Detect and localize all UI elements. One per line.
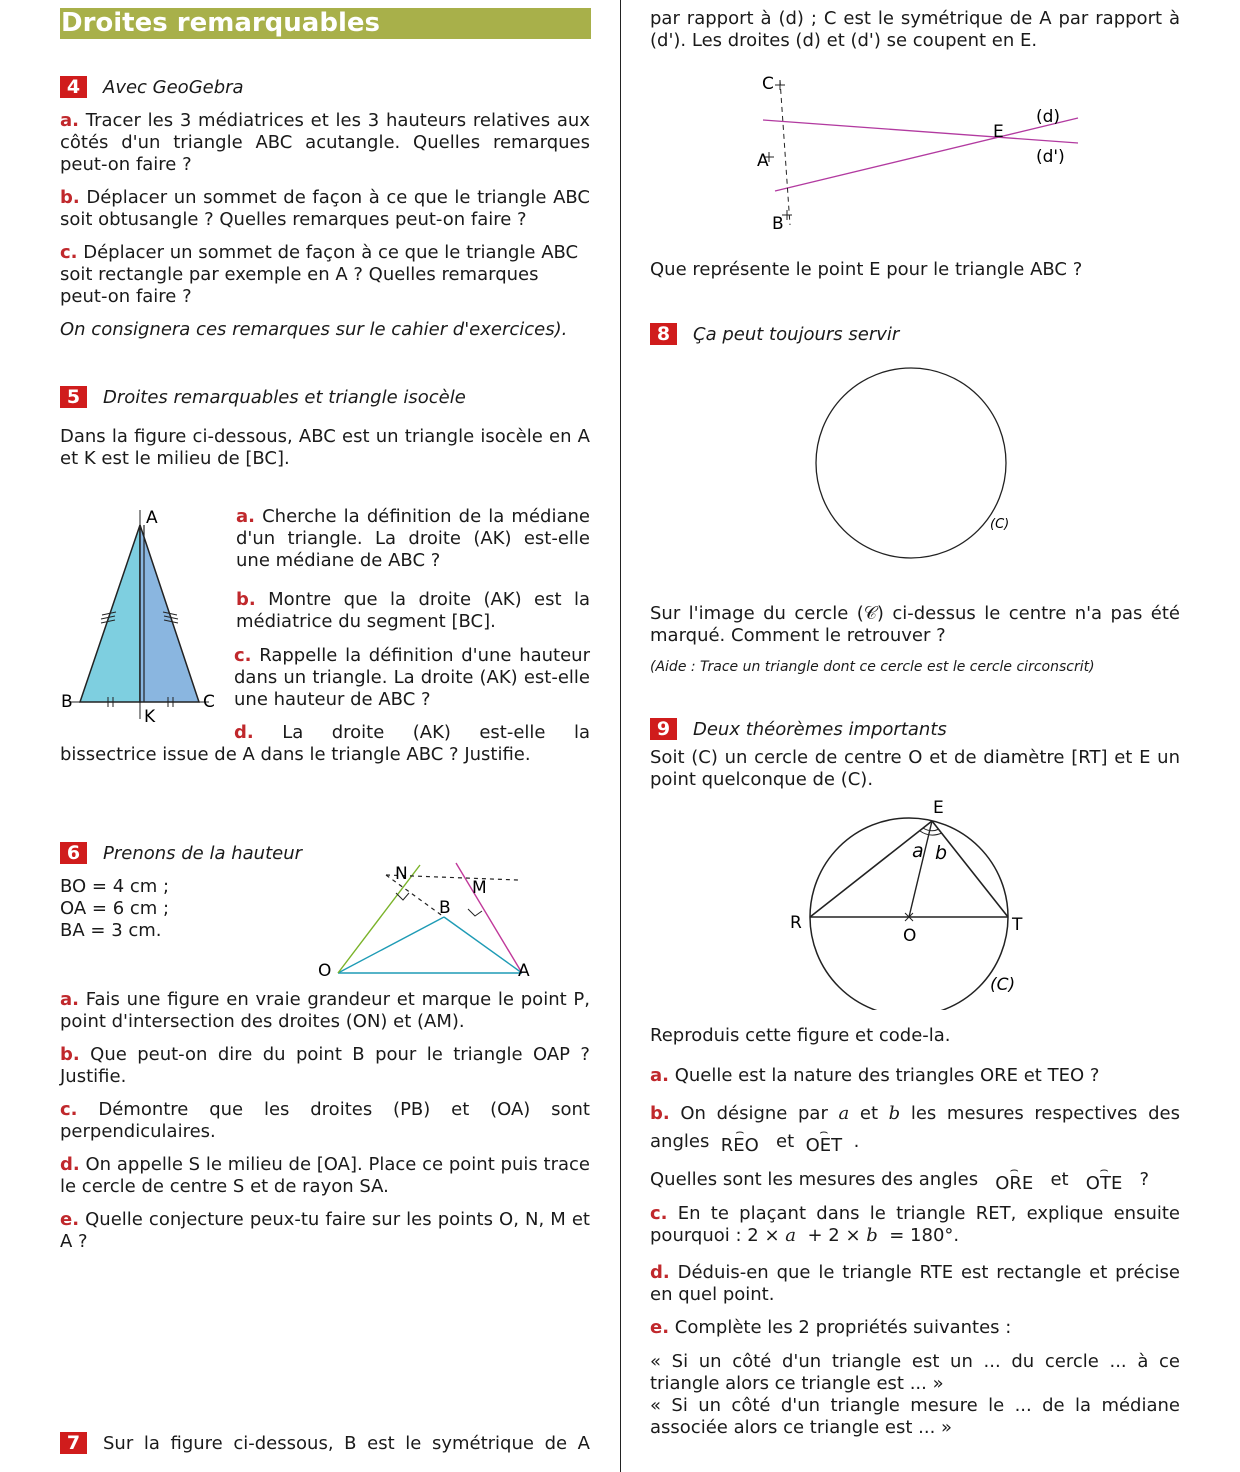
- variable-b: b: [866, 1225, 878, 1246]
- question-text: La droite (AK) est-elle la: [282, 722, 590, 743]
- question-a: [60, 989, 590, 1033]
- variable-b: b: [888, 1103, 901, 1124]
- given-oa: OA = 6 cm ;: [60, 898, 170, 919]
- angle-label-a: a: [912, 840, 924, 862]
- question-a: [650, 1065, 1180, 1087]
- question-e: [650, 1317, 1180, 1339]
- question-label: c.: [234, 645, 252, 666]
- point-label-B: B: [61, 692, 73, 712]
- question-text: Déplacer un sommet de façon à ce que le triangle ABC soit obtusangle ? Quelles remarques peut-on faire ?: [60, 187, 590, 230]
- question-text: et: [1050, 1169, 1069, 1190]
- question-c-line1: [650, 1203, 1180, 1225]
- exercise-6-questions: [60, 989, 590, 1253]
- exercise-number: 7: [60, 1432, 87, 1454]
- point-label-A: A: [518, 961, 530, 981]
- question-text: .: [853, 1131, 860, 1152]
- question-d-line1: [234, 722, 590, 744]
- point-label-K: K: [144, 707, 156, 727]
- exercise-7-text-start: Sur la figure ci-dessous, B est le symétrique de A: [103, 1432, 590, 1454]
- exercise-title: Ça peut toujours servir: [693, 323, 900, 345]
- question-d: [60, 1154, 590, 1198]
- question-b-line2: [650, 1131, 1180, 1156]
- question-e: [60, 1209, 590, 1253]
- inscribed-triangle-figure: [780, 795, 1030, 1010]
- exercise-title: Droites remarquables et triangle isocèle: [103, 386, 466, 408]
- property-1: « Si un côté d'un triangle est un ... du cercle ... à ce triangle alors ce triangle est ... »: [650, 1351, 1180, 1394]
- point-label-R: R: [790, 913, 802, 933]
- question-text: + 2 ×: [807, 1225, 861, 1246]
- exercise-8-header: [650, 323, 899, 345]
- property-2: « Si un côté d'un triangle mesure le ... de la médiane associée alors ce triangle est ... »: [650, 1395, 1180, 1438]
- circle-label: (C): [990, 975, 1016, 995]
- question-text: Déplacer un sommet de façon à ce que le triangle ABC soit rectangle par exemple en A ? Quelles remarques peut-on faire ?: [60, 242, 579, 307]
- angle-reo: ⌢ REO: [721, 1135, 759, 1157]
- circle-label: (C): [990, 517, 1010, 532]
- question-text: Que peut-on dire du point B pour le triangle OAP ? Justifie.: [60, 1044, 590, 1087]
- angle-ore: ⌢ ORE: [995, 1173, 1033, 1195]
- point-label-E: E: [993, 122, 1004, 142]
- question-label: a.: [60, 110, 79, 131]
- column-divider: [620, 0, 621, 1472]
- page-title: Droites remarquables: [61, 8, 380, 38]
- exercise-5-header: [60, 386, 466, 408]
- question-label: b.: [236, 589, 256, 610]
- symmetry-figure: [745, 65, 1090, 235]
- question-text: Déduis-en que le triangle RTE est rectangle et précise en quel point.: [650, 1262, 1180, 1305]
- question-label: a.: [650, 1065, 669, 1086]
- point-label-T: T: [1012, 915, 1023, 935]
- question-text: Démontre que les droites (PB) et (OA) sont perpendiculaires.: [60, 1099, 590, 1142]
- exercise-9-questions: [650, 1025, 1180, 1439]
- point-label-A: A: [757, 151, 769, 171]
- exercise-6-header: [60, 842, 302, 864]
- question-text: et: [859, 1103, 879, 1124]
- question-c: [60, 242, 590, 308]
- question-label: a.: [60, 989, 79, 1010]
- question-text: Fais une figure en vraie grandeur et marque le point P, point d'intersection des droites (ON) et (AM).: [60, 989, 590, 1032]
- exercise-9-header: [650, 718, 947, 740]
- isosceles-triangle-figure: [58, 505, 223, 730]
- question-label: b.: [60, 187, 80, 208]
- question-label: d.: [234, 722, 254, 743]
- circle-figure: [810, 362, 1025, 567]
- line-label-d-prime: (d'): [1036, 147, 1065, 167]
- reproduce-instruction: Reproduis cette figure et code-la.: [650, 1025, 951, 1046]
- question-label: c.: [650, 1203, 668, 1224]
- exercise-title: Prenons de la hauteur: [103, 842, 303, 864]
- given-bo: BO = 4 cm ;: [60, 876, 170, 897]
- question-text: Complète les 2 propriétés suivantes :: [674, 1317, 1012, 1338]
- question-text: ?: [1139, 1169, 1150, 1190]
- question-b-line1: [650, 1103, 1180, 1125]
- question-text: angles: [650, 1131, 710, 1152]
- question-b: [60, 187, 590, 231]
- question-text: Quelles sont les mesures des angles: [650, 1169, 979, 1190]
- variable-a: a: [838, 1103, 850, 1124]
- question-text: et: [776, 1131, 795, 1152]
- question-label: e.: [60, 1209, 80, 1230]
- exercise-5-questions: [236, 506, 590, 633]
- point-label-C: C: [203, 692, 215, 712]
- question-text: Tracer les 3 médiatrices et les 3 hauteurs relatives aux côtés d'un triangle ABC acutangle. Quelles remarques peut-on faire ?: [60, 110, 590, 175]
- point-label-B: B: [772, 214, 784, 234]
- question-text: Cherche la définition de la médiane d'un triangle. La droite (AK) est-elle une médiane de ABC ?: [236, 506, 590, 571]
- question-c: [60, 1099, 590, 1143]
- exercise-7-question: Que représente le point E pour le triangle ABC ?: [650, 259, 1083, 280]
- exercise-5-intro: Dans la figure ci-dessous, ABC est un triangle isocèle en A et K est le milieu de [BC].: [60, 426, 590, 469]
- point-label-M: M: [472, 878, 487, 898]
- question-d-line2: bissectrice issue de A dans le triangle ABC ? Justifie.: [60, 744, 531, 765]
- question-text: Quelle conjecture peux-tu faire sur les points O, N, M et A ?: [60, 1209, 590, 1252]
- point-label-A: A: [146, 508, 158, 528]
- question-text: pourquoi : 2 ×: [650, 1225, 780, 1246]
- question-text: Rappelle la définition d'une hauteur dans un triangle. La droite (AK) est-elle une hauteur de ABC ?: [234, 645, 590, 710]
- exercise-6-givens: [60, 876, 260, 942]
- exercise-9-intro: Soit (C) un cercle de centre O et de diamètre [RT] et E un point quelconque de (C).: [650, 747, 1180, 790]
- exercise-7-header: [60, 1432, 590, 1454]
- point-label-B: B: [439, 898, 451, 918]
- exercise-number: 6: [60, 842, 87, 864]
- question-label: e.: [650, 1317, 670, 1338]
- variable-a: a: [785, 1225, 797, 1246]
- question-label: c.: [60, 1099, 78, 1120]
- point-label-C: C: [762, 74, 774, 94]
- question-text: les mesures respectives des: [910, 1103, 1180, 1124]
- triangle-heights-figure: [310, 855, 535, 985]
- exercise-number: 9: [650, 718, 677, 740]
- question-b: [60, 1044, 590, 1088]
- question-text: On désigne par: [680, 1103, 828, 1124]
- question-text: En te plaçant dans le triangle RET, explique ensuite: [677, 1203, 1180, 1224]
- question-c: [234, 645, 590, 711]
- given-ba: BA = 3 cm.: [60, 920, 162, 941]
- point-label-N: N: [395, 864, 408, 884]
- exercise-number: 8: [650, 323, 677, 345]
- question-label: c.: [60, 242, 78, 263]
- question-label: a.: [236, 506, 255, 527]
- exercise-title: Avec GeoGebra: [103, 76, 244, 98]
- question-b-line3: [650, 1169, 1180, 1194]
- point-label-E: E: [933, 798, 944, 818]
- page-title-bar: [60, 8, 591, 39]
- question-b: [236, 589, 590, 633]
- exercise-title: Deux théorèmes importants: [693, 718, 947, 740]
- question-text: Quelle est la nature des triangles ORE et TEO ?: [674, 1065, 1100, 1086]
- angle-ote: ⌢ OTE: [1086, 1173, 1123, 1195]
- question-label: d.: [650, 1262, 670, 1283]
- point-label-O: O: [903, 926, 917, 946]
- exercise-8-hint: (Aide : Trace un triangle dont ce cercle est le cercle circonscrit): [650, 659, 1095, 675]
- question-d: [650, 1262, 1180, 1306]
- exercise-7-text-cont: par rapport à (d) ; C est le symétrique de A par rapport à (d'). Les droites (d) et (d') se coupent en E.: [650, 8, 1180, 51]
- exercise-4-body: [60, 110, 590, 341]
- angle-label-b: b: [935, 842, 948, 864]
- angle-oet: ⌢ OET: [806, 1135, 843, 1157]
- question-a: [236, 506, 590, 572]
- exercise-4-header: [60, 76, 244, 98]
- question-text: Montre que la droite (AK) est la médiatrice du segment [BC].: [236, 589, 590, 632]
- question-text: On appelle S le milieu de [OA]. Place ce point puis trace le cercle de centre S et de rayon SA.: [60, 1154, 590, 1197]
- question-label: d.: [60, 1154, 80, 1175]
- exercise-8-text: Sur l'image du cercle (𝒞) ci-dessus le centre n'a pas été marqué. Comment le retrouver ?: [650, 603, 1180, 646]
- question-label: b.: [60, 1044, 80, 1065]
- question-a: [60, 110, 590, 176]
- exercise-number: 5: [60, 386, 87, 408]
- exercise-note: On consignera ces remarques sur le cahier d'exercices).: [60, 319, 568, 340]
- question-text: = 180°.: [889, 1225, 960, 1246]
- question-c-line2: [650, 1225, 1180, 1247]
- question-label: b.: [650, 1103, 670, 1124]
- line-label-d: (d): [1036, 107, 1061, 127]
- point-label-O: O: [318, 961, 332, 981]
- exercise-number: 4: [60, 76, 87, 98]
